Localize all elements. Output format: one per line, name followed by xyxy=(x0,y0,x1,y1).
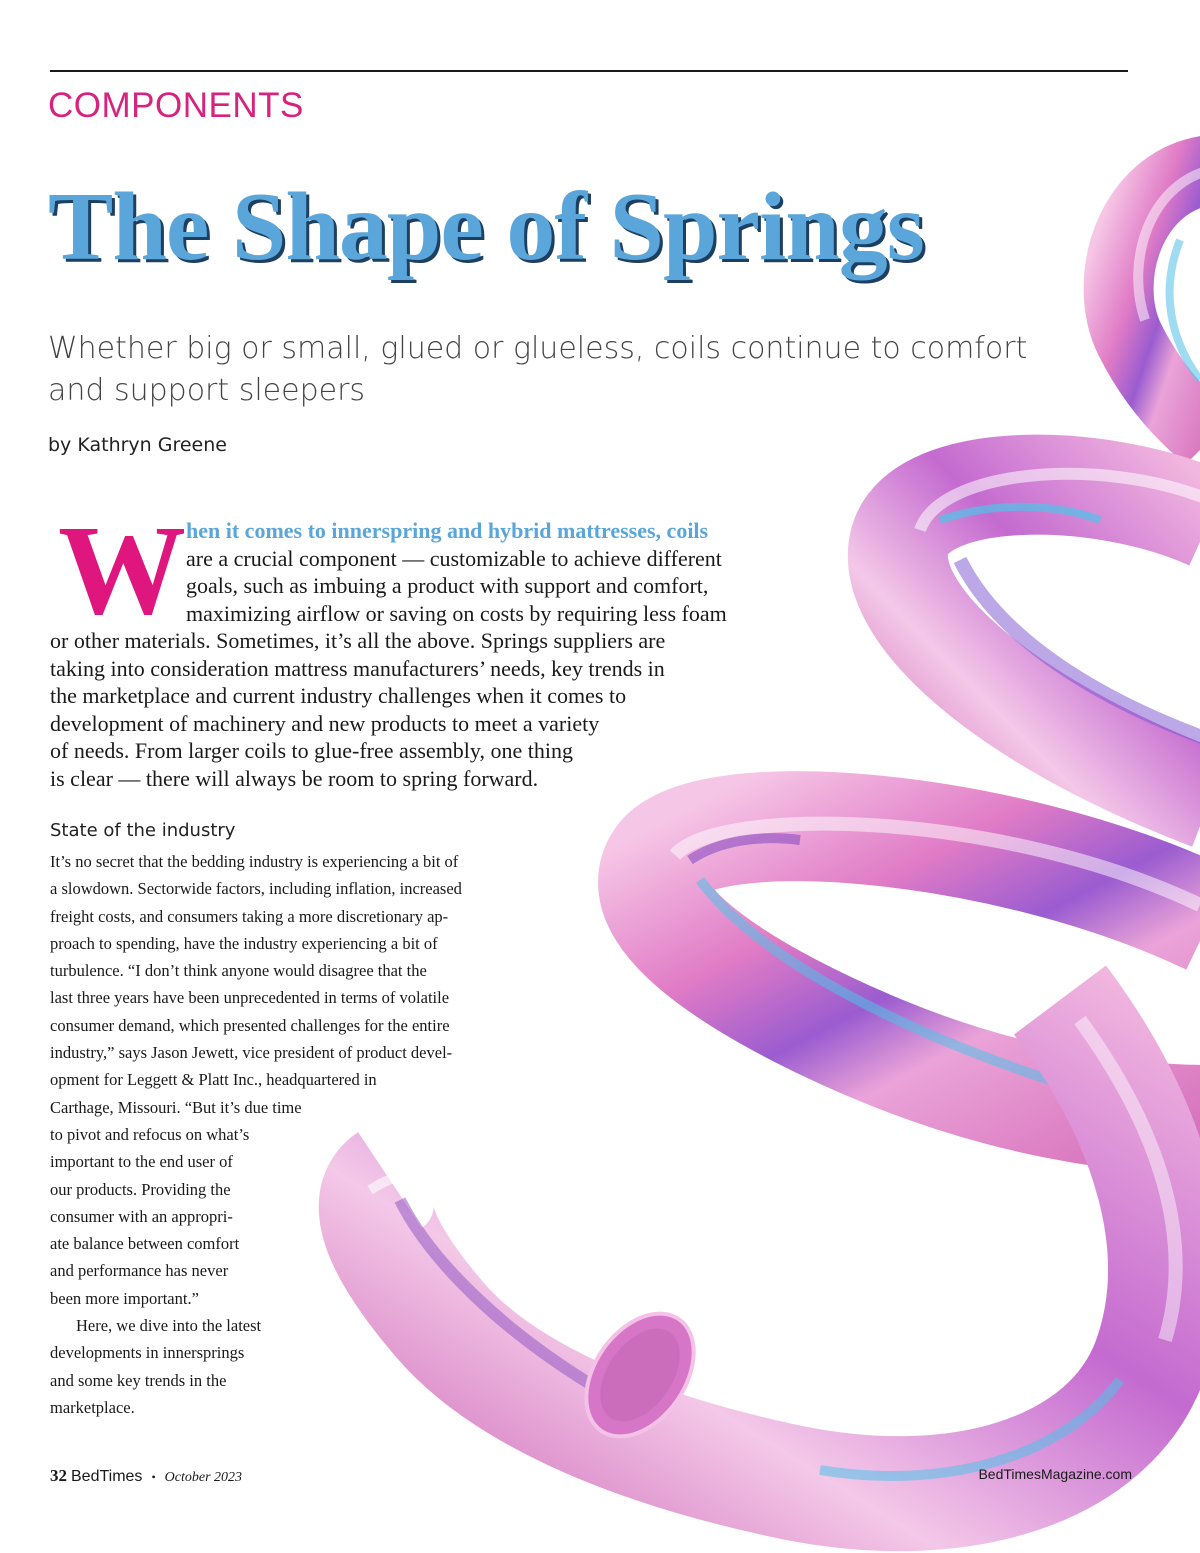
body-line: freight costs, and consumers taking a more discretionary ap- xyxy=(50,906,449,926)
lead-line: taking into consideration mattress manufacturers’ needs, key trends in xyxy=(50,655,665,681)
lead-line: hen it comes to innerspring and hybrid mattresses, coils xyxy=(186,518,709,543)
body-line: Carthage, Missouri. “But it’s due time xyxy=(50,1097,302,1117)
body-line: consumer with an appropri- xyxy=(50,1206,233,1226)
issue-date: October 2023 xyxy=(164,1470,243,1485)
magazine-name: BedTimes xyxy=(71,1468,143,1485)
lead-line: maximizing airflow or saving on costs by requiring less foam xyxy=(186,600,727,626)
body-line: and performance has never xyxy=(50,1261,229,1281)
body-line: It’s no secret that the bedding industry is experiencing a bit of xyxy=(50,852,459,871)
body-line: last three years have been unprecedented in terms of volatile xyxy=(50,988,450,1008)
body-line: consumer demand, which presented challenges for the entire xyxy=(50,1015,450,1035)
body-line: important to the end user of xyxy=(50,1152,233,1172)
body-line: to pivot and refocus on what’s xyxy=(50,1124,250,1144)
body-line: a slowdown. Sectorwide factors, including inflation, increased xyxy=(50,879,462,899)
article-title: The Shape of Springs xyxy=(48,173,924,281)
deck-line: and support sleepers xyxy=(48,373,366,408)
body-line: proach to spending, have the industry experiencing a bit of xyxy=(50,933,438,953)
body-line: turbulence. “I don’t think anyone would disagree that the xyxy=(50,961,427,981)
byline: by Kathryn Greene xyxy=(48,434,227,456)
coil-upper-loop xyxy=(898,474,1200,800)
body-line: been more important.” xyxy=(50,1288,199,1308)
lead-line: are a crucial component — customizable to achieve different xyxy=(186,545,722,571)
lead-line: is clear — there will always be room to spring forward. xyxy=(50,765,539,791)
page-footer xyxy=(50,1466,242,1486)
body-line: ate balance between comfort xyxy=(50,1234,240,1254)
lead-line: development of machinery and new products to meet a variety xyxy=(50,710,600,736)
body-line: developments in innersprings xyxy=(50,1343,245,1363)
coil-middle-loop xyxy=(653,824,1200,1120)
website-link[interactable]: BedTimesMagazine.com xyxy=(978,1466,1132,1482)
body-line: Here, we dive into the latest xyxy=(76,1316,262,1336)
article-deck xyxy=(48,328,1068,412)
lead-line: or other materials. Sometimes, it’s all the above. Springs suppliers are xyxy=(50,628,666,653)
lead-line: of needs. From larger coils to glue-free assembly, one thing xyxy=(50,738,573,763)
deck-line: Whether big or small, glued or glueless, coils continue to comfort xyxy=(48,331,1028,366)
lead-line: the marketplace and current industry challenges when it comes to xyxy=(50,683,627,708)
body-line: industry,” says Jason Jewett, vice president of product devel- xyxy=(50,1043,453,1063)
body-line: and some key trends in the xyxy=(50,1370,227,1390)
section-subhead: State of the industry xyxy=(50,820,236,841)
page-number: 32 xyxy=(50,1466,67,1485)
body-text xyxy=(50,848,570,1421)
lead-line: goals, such as imbuing a product with support and comfort, xyxy=(186,573,709,598)
body-line: opment for Leggett & Platt Inc., headquartered in xyxy=(50,1070,377,1090)
body-line: marketplace. xyxy=(50,1397,135,1417)
header-rule xyxy=(50,70,1128,72)
coil-cut-end xyxy=(564,1293,716,1456)
footer-separator: • xyxy=(151,1470,156,1484)
section-label: COMPONENTS xyxy=(48,86,304,125)
lead-paragraph xyxy=(50,517,830,792)
body-line: our products. Providing the xyxy=(50,1179,231,1199)
drop-cap: W xyxy=(58,499,186,641)
